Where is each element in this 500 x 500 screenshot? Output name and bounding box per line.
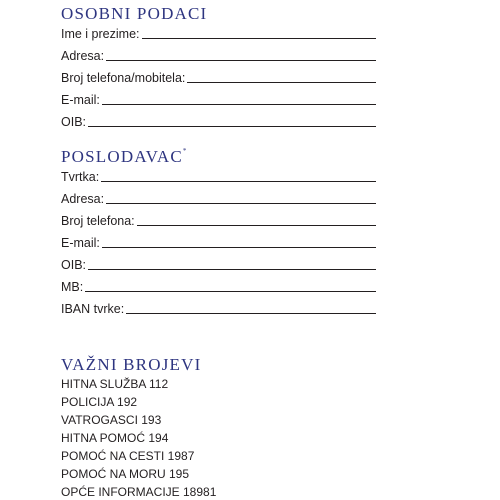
field-company-mb[interactable] — [61, 278, 376, 294]
field-company-address[interactable] — [61, 190, 376, 206]
field-email[interactable] — [61, 91, 376, 107]
field-label: MB: — [61, 279, 84, 294]
field-label: OIB: — [61, 114, 87, 129]
field-company-iban[interactable] — [61, 300, 376, 316]
field-label: Broj telefona/mobitela: — [61, 70, 186, 85]
fill-line — [142, 38, 377, 39]
employer-heading — [61, 148, 186, 165]
field-phone[interactable] — [61, 69, 376, 85]
field-address[interactable] — [61, 47, 376, 63]
fill-line — [126, 313, 376, 314]
field-label: E-mail: — [61, 235, 100, 250]
fill-line — [88, 269, 376, 270]
field-company-phone[interactable] — [61, 212, 376, 228]
list-item: POMOĆ NA CESTI 1987 — [61, 449, 195, 463]
personal-heading: OSOBNI PODACI — [61, 4, 208, 23]
list-item: HITNA SLUŽBA 112 — [61, 377, 169, 391]
list-item: VATROGASCI 193 — [61, 413, 162, 427]
employer-heading-text: POSLODAVAC — [61, 147, 183, 166]
fill-line — [101, 181, 376, 182]
field-label: IBAN tvrke: — [61, 301, 125, 316]
field-label: Adresa: — [61, 191, 105, 206]
fill-line — [102, 247, 376, 248]
fill-line — [187, 82, 376, 83]
important-numbers-heading: VAŽNI BROJEVI — [61, 355, 202, 374]
fill-line — [106, 203, 376, 204]
fill-line — [137, 225, 376, 226]
asterisk-mark: * — [182, 147, 187, 155]
field-label: Tvrtka: — [61, 169, 100, 184]
field-company-email[interactable] — [61, 234, 376, 250]
field-oib[interactable] — [61, 113, 376, 129]
fill-line — [85, 291, 376, 292]
field-full-name[interactable] — [61, 25, 376, 41]
field-label: Adresa: — [61, 48, 105, 63]
field-label: OIB: — [61, 257, 87, 272]
fill-line — [106, 60, 376, 61]
field-label: Broj telefona: — [61, 213, 135, 228]
fill-line — [88, 126, 376, 127]
field-label: Ime i prezime: — [61, 26, 140, 41]
list-item: HITNA POMOĆ 194 — [61, 431, 169, 445]
list-item: POLICIJA 192 — [61, 395, 138, 409]
field-company-oib[interactable] — [61, 256, 376, 272]
field-company[interactable] — [61, 168, 376, 184]
fill-line — [102, 104, 376, 105]
list-item: OPĆE INFORMACIJE 18981 — [61, 485, 217, 499]
field-label: E-mail: — [61, 92, 100, 107]
list-item: POMOĆ NA MORU 195 — [61, 467, 190, 481]
